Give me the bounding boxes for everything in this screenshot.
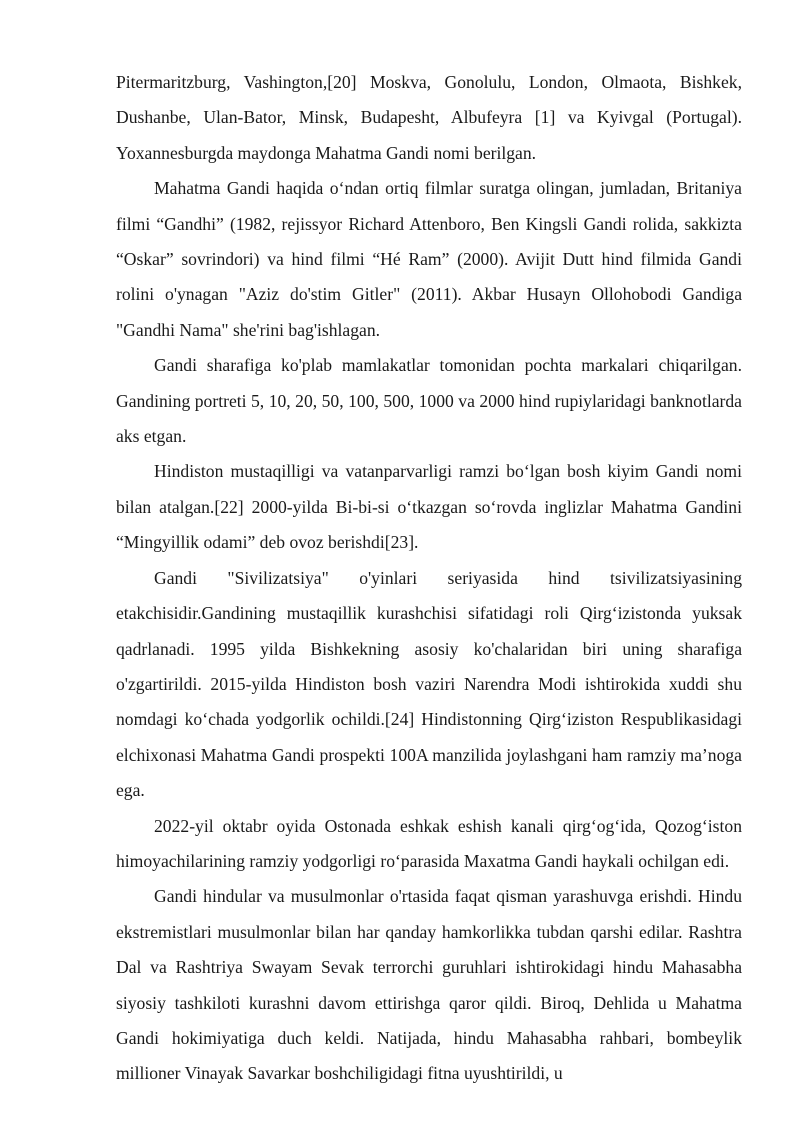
paragraph-astana-statue: 2022-yil oktabr oyida Ostonada eshkak eshish kanali qirg‘og‘ida, Qozog‘iston himoyachilarining ramziy yodgorligi ro‘parasida Maxatma Gandi haykali ochilgan edi.: [116, 815, 742, 871]
paragraph-city-names: Pitermaritzburg, Vashington,[20] Moskva, Gonolulu, London, Olmaota, Bishkek, Dushanbe, Ulan-Bator, Minsk, Budapesht, Albufeyra [1] va Kyivgal (Portugal). Yoxannesburgda maydonga Mahatma Gandi nomi berilgan.: [116, 72, 742, 163]
paragraph-films: Mahatma Gandi haqida o‘ndan ortiq filmlar suratga olingan, jumladan, Britaniya filmi “Gandhi” (1982, rejissyor Richard Attenboro, Ben Kingsli Gandi rolida, sakkizta “Oskar” sovrindori) va hind filmi “Hé Ram” (2000). Avijit Dutt hind filmida Gandi rolini o'ynagan "Aziz do'stim Gitler" (2011). Akbar Husayn Ollohobodi Gandiga "Gandhi Nama" she'rini bag'ishlagan.: [116, 178, 742, 340]
paragraph-stamps-banknotes: Gandi sharafiga ko'plab mamlakatlar tomonidan pochta markalari chiqarilgan. Gandining portreti 5, 10, 20, 50, 100, 500, 1000 va 2000 hind rupiylaridagi banknotlarda aks etgan.: [116, 355, 742, 447]
document-page: [116, 65, 742, 1092]
paragraph-gandhi-cap: Hindiston mustaqilligi va vatanparvarligi ramzi bo‘lgan bosh kiyim Gandi nomi bilan atalgan.[22] 2000-yilda Bi-bi-si o‘tkazgan so‘rovda inglizlar Mahatma Gandini “Mingyillik odami” deb ovoz berishdi[23].: [116, 461, 742, 553]
paragraph-hindu-muslim: Gandi hindular va musulmonlar o'rtasida faqat qisman yarashuvga erishdi. Hindu ekstremistlari musulmonlar bilan har qanday hamkorlikka tubdan qarshi edilar. Rashtra Dal va Rashtriya Swayam Sevak terrorchi guruhlari ishtirokidagi hindu Mahasabha siyosiy tashkiloti kurashni davom ettirishga qaror qildi. Biroq, Dehlida u Mahatma Gandi hokimiyatiga duch keldi. Natijada, hindu Mahasabha rahbari, bombeylik millioner Vinayak Savarkar boshchiligidagi fitna uyushtirildi, u: [116, 886, 742, 1084]
paragraph-kyrgyzstan: Gandi "Sivilizatsiya" o'yinlari seriyasida hind tsivilizatsiyasining etakchisidir.Gandining mustaqillik kurashchisi sifatidagi roli Qirg‘izistonda yuksak qadrlanadi. 1995 yilda Bishkekning asosiy ko'chalaridan biri uning sharafiga o'zgartirildi. 2015-yilda Hindiston bosh vaziri Narendra Modi ishtirokida xuddi shu nomdagi ko‘chada yodgorlik ochildi.[24] Hindistonning Qirg‘iziston Respublikasidagi elchixonasi Mahatma Gandi prospekti 100A manzilida joylashgani ham ramziy ma’noga ega.: [116, 567, 742, 801]
